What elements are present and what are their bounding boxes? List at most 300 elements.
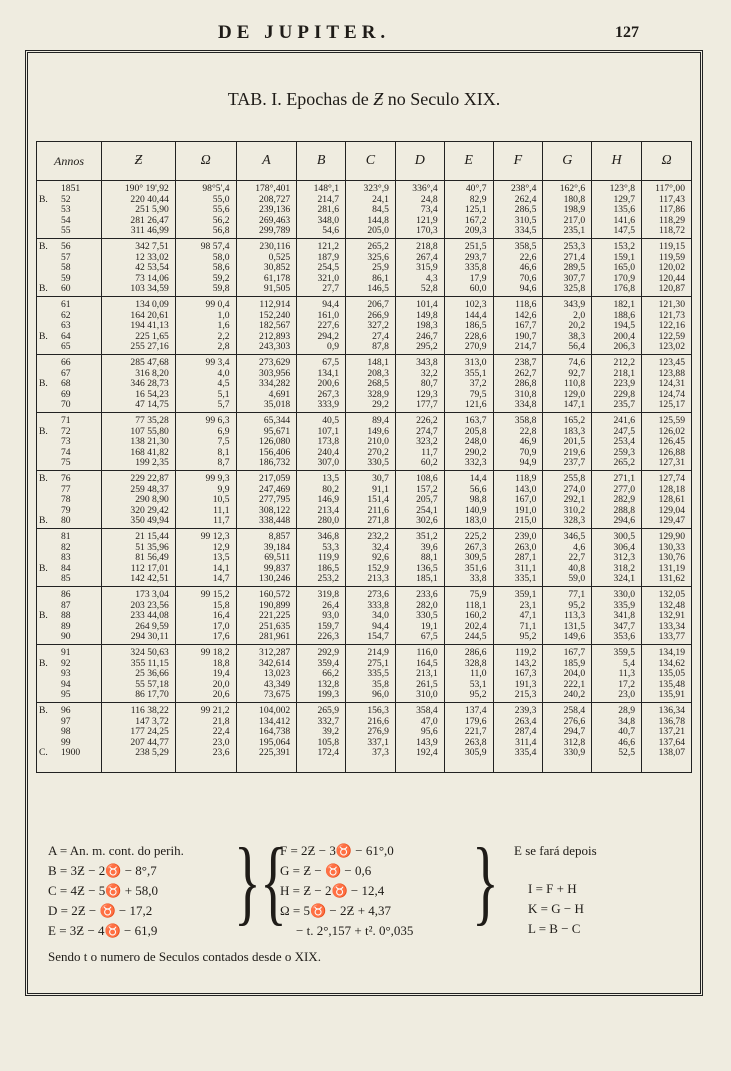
value: 2,8 <box>217 341 230 353</box>
value-cell-d <box>395 529 444 587</box>
value: 52,5 <box>618 747 636 759</box>
year: B. 72 <box>39 425 71 437</box>
value: 212,893 <box>259 330 291 342</box>
value: 95,2 <box>469 689 487 701</box>
value: 253,3 <box>563 241 586 252</box>
value: 34,8 <box>618 715 636 727</box>
value: 358,8 <box>514 415 537 426</box>
value: 358,4 <box>416 705 438 716</box>
value: 20,6 <box>212 689 230 701</box>
year-cell <box>37 239 102 297</box>
value: 99 6,3 <box>205 415 230 426</box>
value: 343,9 <box>563 299 586 310</box>
year: 62 <box>61 309 71 321</box>
value: 277,0 <box>613 483 636 495</box>
value-cell-f <box>493 355 543 413</box>
value: 263,0 <box>514 541 537 553</box>
col-header-g: G <box>543 142 592 181</box>
value: 122,16 <box>658 320 685 332</box>
value: 119,15 <box>658 241 685 252</box>
value: 126,02 <box>658 425 685 437</box>
value-cell-d <box>395 645 444 703</box>
table-row <box>37 703 692 773</box>
value: 307,0 <box>317 457 340 469</box>
value: 208,3 <box>367 367 389 379</box>
value: 233 44,08 <box>130 610 169 622</box>
year: B. 52 <box>39 193 71 205</box>
value: 327,2 <box>367 320 389 332</box>
value: 323°,9 <box>363 183 389 194</box>
value: 286,5 <box>514 204 537 216</box>
value: 220 40,44 <box>130 193 169 205</box>
value: 80,2 <box>322 483 340 495</box>
value-cell-c <box>346 297 396 355</box>
value: 107,1 <box>317 425 340 437</box>
value: 228,6 <box>464 330 487 342</box>
value: 330,5 <box>416 610 438 622</box>
value: 125,59 <box>658 415 685 426</box>
value: 286,8 <box>514 378 537 390</box>
value: 294,7 <box>563 726 586 738</box>
value: 74,6 <box>568 357 586 368</box>
value: 276,9 <box>367 726 389 738</box>
value: 186,5 <box>317 562 340 574</box>
value: 98°5',4 <box>202 183 230 194</box>
value: 325,6 <box>367 251 389 263</box>
value-cell-c <box>346 239 396 297</box>
value: 330,5 <box>367 457 389 469</box>
year-cell <box>37 529 102 587</box>
value: 86 17,70 <box>135 689 169 701</box>
value-cell-c <box>346 529 396 587</box>
value-cell-e <box>444 587 493 645</box>
value: 141,6 <box>613 214 636 226</box>
year: 98 <box>61 726 71 738</box>
value-cell-a <box>236 413 297 471</box>
value: 210,0 <box>367 436 389 448</box>
value-cell-o <box>642 355 692 413</box>
year: 87 <box>61 599 71 611</box>
value: 274,0 <box>563 483 586 495</box>
value: 289,5 <box>563 262 586 274</box>
value: 334,282 <box>259 378 291 390</box>
value-cell-z <box>102 471 176 529</box>
value: 170,9 <box>613 272 636 284</box>
value: 177,7 <box>416 399 438 411</box>
value: 77 35,28 <box>135 415 169 426</box>
value: 262,4 <box>514 193 537 205</box>
value: 238,7 <box>514 357 537 368</box>
value: 259 48,37 <box>130 483 169 495</box>
value: 213,3 <box>367 573 389 585</box>
value: 217,0 <box>563 214 586 226</box>
value: 295,2 <box>416 341 438 353</box>
value: 186,5 <box>464 320 487 332</box>
value-cell-e <box>444 355 493 413</box>
value: 42 53,54 <box>135 262 169 274</box>
value: 137,21 <box>658 726 685 738</box>
year: B. 92 <box>39 657 71 669</box>
value-cell-b <box>297 239 346 297</box>
value: 238 5,29 <box>135 747 169 759</box>
value: 89,4 <box>372 415 389 426</box>
value: 59,2 <box>212 272 230 284</box>
value: 8,1 <box>217 446 230 458</box>
value: 168 41,82 <box>130 446 169 458</box>
value: 135,6 <box>613 204 636 216</box>
value: 167,7 <box>514 320 537 332</box>
value: 40,7 <box>618 726 636 738</box>
value: 206,3 <box>613 341 636 353</box>
value: 213,4 <box>317 504 340 516</box>
value-cell-a <box>236 587 297 645</box>
value: 267,4 <box>416 251 438 263</box>
value: 266,9 <box>367 309 389 321</box>
value: 286,6 <box>464 647 487 658</box>
value: 46,6 <box>519 262 537 274</box>
value: 129,90 <box>658 531 685 542</box>
year-cell <box>37 413 102 471</box>
value: 99 21,2 <box>200 705 230 716</box>
table-row <box>37 645 692 703</box>
value-cell-a <box>236 297 297 355</box>
value: 161,0 <box>317 309 340 321</box>
value: 70,6 <box>519 272 537 284</box>
value: 95,671 <box>263 425 291 437</box>
formula-middle-3: H = Ƶ − 2♉ − 12,4 <box>280 883 385 898</box>
value: 2,2 <box>217 330 230 342</box>
col-header-e: E <box>444 142 493 181</box>
value: 95,6 <box>420 726 438 738</box>
value: 127,74 <box>658 473 685 484</box>
value: 128,18 <box>658 483 685 495</box>
value: 239,136 <box>259 204 291 216</box>
value-cell-g <box>543 355 592 413</box>
value: 229 22,87 <box>130 473 169 484</box>
value: 58,0 <box>212 251 230 263</box>
value: 164,5 <box>416 657 438 669</box>
value-cell-d <box>395 355 444 413</box>
value: 348,0 <box>317 214 340 226</box>
value-cell-c <box>346 181 396 239</box>
value: 67,5 <box>420 631 438 643</box>
value: 27,4 <box>372 330 389 342</box>
value: 207 44,77 <box>130 736 169 748</box>
value: 205,0 <box>367 225 389 237</box>
value: 251 5,90 <box>135 204 169 216</box>
value: 60,0 <box>469 283 487 295</box>
value-cell-h <box>592 645 642 703</box>
value: 178°,401 <box>255 183 291 194</box>
value: 271,1 <box>613 473 636 484</box>
table-title <box>28 89 700 110</box>
value-cell-b <box>297 181 346 239</box>
year: 78 <box>61 494 71 506</box>
value: 142,6 <box>514 309 537 321</box>
value: 102,3 <box>464 299 487 310</box>
value: 265,2 <box>367 241 389 252</box>
value: 27,7 <box>322 283 340 295</box>
value: 146,9 <box>317 494 340 506</box>
value: 225,2 <box>464 531 487 542</box>
value: 159,7 <box>317 620 340 632</box>
value-cell-c <box>346 413 396 471</box>
formula-left-1: A = An. m. cont. do perih. <box>48 843 184 858</box>
running-title: DE JUPITER. <box>218 22 391 43</box>
table-row <box>37 529 692 587</box>
year: 53 <box>61 204 71 216</box>
value: 119,9 <box>317 552 340 564</box>
year: 55 <box>61 225 71 237</box>
value-cell-z <box>102 529 176 587</box>
value-cell-g <box>543 239 592 297</box>
formula-left-3: C = 4Ƶ − 5♉ + 58,0 <box>48 883 159 898</box>
value: 268,5 <box>367 378 389 390</box>
year: 79 <box>61 504 71 516</box>
year: 70 <box>61 399 71 411</box>
col-header-h: H <box>592 142 642 181</box>
running-head <box>0 22 731 48</box>
value: 107 55,80 <box>130 425 169 437</box>
value: 338,448 <box>259 515 291 527</box>
value: 5,1 <box>217 388 230 400</box>
year: 97 <box>61 715 71 727</box>
year: B. 68 <box>39 378 71 390</box>
value: 213,1 <box>416 668 438 680</box>
formula-middle-4: Ω = 5♉ − 2Ƶ + 4,37 <box>280 903 392 918</box>
value: 152,9 <box>367 562 389 574</box>
year: 89 <box>61 620 71 632</box>
value: 214,7 <box>317 193 340 205</box>
value: 11,7 <box>213 515 230 527</box>
value: 99 15,2 <box>200 589 230 600</box>
value: 118,9 <box>515 473 537 484</box>
value-cell-e <box>444 703 493 773</box>
value: 241,6 <box>613 415 636 426</box>
value: 170,3 <box>416 225 438 237</box>
value: 293,7 <box>464 251 487 263</box>
value: 229,8 <box>613 388 636 400</box>
year: B. 64 <box>39 330 71 342</box>
value: 96,0 <box>372 689 389 701</box>
value: 142 42,51 <box>130 573 169 585</box>
value: 299,789 <box>259 225 291 237</box>
value: 93,0 <box>322 610 340 622</box>
value: 56,6 <box>469 483 487 495</box>
header-row <box>37 142 692 181</box>
value: 183,3 <box>563 425 586 437</box>
value-cell-d <box>395 181 444 239</box>
value: 337,1 <box>367 736 389 748</box>
value-cell-z <box>102 239 176 297</box>
value: 149,8 <box>416 309 438 321</box>
value: 332,3 <box>464 457 487 469</box>
year: 61 <box>61 299 71 310</box>
value: 118,6 <box>515 299 537 310</box>
value: 46,6 <box>618 736 636 748</box>
value: 312,8 <box>563 736 586 748</box>
value: 32,4 <box>372 541 389 553</box>
value: 313,0 <box>464 357 487 368</box>
value: 21 15,44 <box>135 531 169 542</box>
value: 37,2 <box>469 378 487 390</box>
value: 332,7 <box>317 715 340 727</box>
epochs-table <box>36 141 692 773</box>
value: 173,8 <box>317 436 340 448</box>
value: 73,4 <box>420 204 438 216</box>
value: 265,9 <box>317 705 340 716</box>
value: 320 29,42 <box>130 504 169 516</box>
value: 99 12,3 <box>200 531 230 542</box>
year: 81 <box>61 531 71 542</box>
value: 59,8 <box>212 283 230 295</box>
value: 247,5 <box>613 425 636 437</box>
table-title-pre: TAB. I. Epochas de <box>227 89 369 109</box>
value: 302,6 <box>416 515 438 527</box>
value: 121,30 <box>658 299 685 310</box>
value: 6,9 <box>217 425 230 437</box>
value: 315,9 <box>416 262 438 274</box>
value: 22,7 <box>568 552 586 564</box>
value: 20,2 <box>568 320 586 332</box>
value-cell-o <box>642 413 692 471</box>
formula-left-4: D = 2Ƶ − ♉ − 17,2 <box>48 903 153 918</box>
value-cell-d <box>395 703 444 773</box>
value: 200,6 <box>317 378 340 390</box>
value: 330,9 <box>563 747 586 759</box>
value: 312,287 <box>259 647 291 658</box>
value: 167,0 <box>514 494 537 506</box>
value-cell-c <box>346 645 396 703</box>
value: 165,2 <box>563 415 586 426</box>
value: 103 34,59 <box>130 283 169 295</box>
value: 199,3 <box>317 689 340 701</box>
value: 198,3 <box>416 320 438 332</box>
value: 0,9 <box>327 341 340 353</box>
value: 123,88 <box>658 367 685 379</box>
value: 121,9 <box>416 214 438 226</box>
value: 280,0 <box>317 515 340 527</box>
value: 140,9 <box>464 504 487 516</box>
value: 148,1 <box>367 357 389 368</box>
value: 17,2 <box>618 678 636 690</box>
value: 281,6 <box>317 204 340 216</box>
value: 165,0 <box>613 262 636 274</box>
value: 235,7 <box>613 399 636 411</box>
value: 273,6 <box>367 589 389 600</box>
value: 262,7 <box>514 367 537 379</box>
value: 1,6 <box>217 320 230 332</box>
page-number: 127 <box>615 24 639 41</box>
value: 214,7 <box>514 341 537 353</box>
value: 40°,7 <box>465 183 487 194</box>
value-cell-z <box>102 587 176 645</box>
value-cell-g <box>543 703 592 773</box>
value: 11,1 <box>213 504 230 516</box>
value: 182,567 <box>259 320 291 332</box>
value: 56,8 <box>212 225 230 237</box>
value: 95,2 <box>568 599 586 611</box>
table-row <box>37 413 692 471</box>
value: 52,8 <box>420 283 438 295</box>
value: 342,614 <box>259 657 291 669</box>
value-cell-e <box>444 529 493 587</box>
value: 311 46,99 <box>130 225 169 237</box>
table-row <box>37 355 692 413</box>
value: 82,9 <box>469 193 487 205</box>
value: 112,914 <box>259 299 291 310</box>
value: 261,5 <box>416 678 438 690</box>
value: 143,9 <box>416 736 438 748</box>
value: 206,7 <box>367 299 389 310</box>
value: 59,0 <box>568 573 586 585</box>
value-cell-g <box>543 645 592 703</box>
value-cell-c <box>346 703 396 773</box>
value: 7,5 <box>217 436 230 448</box>
col-header-node: Ω <box>175 142 236 181</box>
value: 23,0 <box>212 736 230 748</box>
col-header-jupiter: Ƶ <box>102 142 176 181</box>
value: 303,956 <box>259 367 291 379</box>
value-cell-node <box>175 471 236 529</box>
value: 69,511 <box>264 552 291 564</box>
value: 137,64 <box>658 736 685 748</box>
value: 39,6 <box>420 541 438 553</box>
value: 117°,00 <box>655 183 685 194</box>
value: 22,4 <box>212 726 230 738</box>
value: 239,3 <box>514 705 537 716</box>
value: 16,4 <box>212 610 230 622</box>
value: 164,738 <box>259 726 291 738</box>
year: 82 <box>61 541 71 553</box>
value: 14,1 <box>212 562 230 574</box>
year: 66 <box>61 357 71 368</box>
formulas <box>48 829 688 983</box>
value-cell-d <box>395 587 444 645</box>
value: 312,3 <box>613 552 636 564</box>
value: 5,4 <box>623 657 636 669</box>
value: 131,5 <box>563 620 586 632</box>
value: 19,4 <box>212 668 230 680</box>
value: 18,8 <box>212 657 230 669</box>
value: 94,6 <box>519 283 537 295</box>
value: 88,1 <box>420 552 438 564</box>
value: 98,8 <box>469 494 487 506</box>
table-row <box>37 239 692 297</box>
value: 147 3,72 <box>135 715 169 727</box>
value-cell-g <box>543 471 592 529</box>
year: 59 <box>61 272 71 284</box>
year: 85 <box>61 573 71 585</box>
value: 290,2 <box>464 446 487 458</box>
value: 324,1 <box>613 573 636 585</box>
value-cell-a <box>236 471 297 529</box>
value: 149,6 <box>367 425 389 437</box>
value: 259,3 <box>613 446 636 458</box>
value: 92,7 <box>568 367 586 379</box>
value: 77,1 <box>568 589 586 600</box>
value: 124,74 <box>658 388 685 400</box>
value: 80,7 <box>420 378 438 390</box>
value: 131,19 <box>658 562 685 574</box>
value: 343,8 <box>416 357 438 368</box>
year: B. 84 <box>39 562 71 574</box>
value: 99,837 <box>263 562 291 574</box>
value: 319,8 <box>317 589 340 600</box>
value: 198,9 <box>563 204 586 216</box>
table-row <box>37 297 692 355</box>
year-cell <box>37 587 102 645</box>
